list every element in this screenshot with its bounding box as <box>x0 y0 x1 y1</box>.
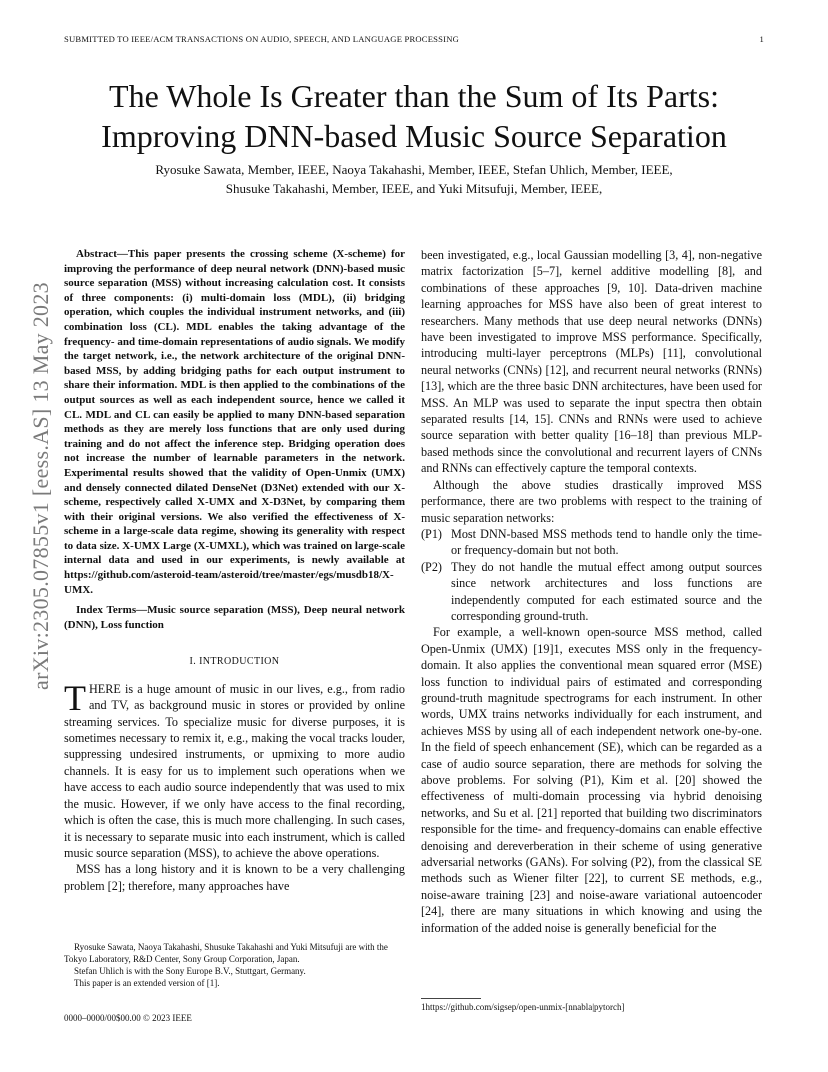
title-line-1: The Whole Is Greater than the Sum of Its Parts: <box>109 78 719 114</box>
index-terms: Index Terms—Music source separation (MSS), Deep neural network (DNN), Loss function <box>64 604 405 631</box>
authors-line-2: Shusuke Takahashi, Member, IEEE, and Yuki Mitsufuji, Member, IEEE, <box>225 181 603 196</box>
right-column <box>421 247 762 936</box>
title-line-2: Improving DNN-based Music Source Separation <box>101 118 727 154</box>
footnote-extended-version: This paper is an extended version of [1]. <box>74 978 220 988</box>
intro-paragraph-1 <box>64 677 405 861</box>
footnote-affiliation-2: Stefan Uhlich is with the Sony Europe B.V., Stuttgart, Germany. <box>74 966 306 976</box>
problem-label: (P1) <box>421 526 442 541</box>
running-title: SUBMITTED TO IEEE/ACM TRANSACTIONS ON AUDIO, SPEECH, AND LANGUAGE PROCESSING <box>64 34 460 44</box>
problem-item-p1 <box>421 526 762 559</box>
abstract: Abstract—This paper presents the crossing scheme (X-scheme) for improving the performance of deep neural network (DNN)-based music source separation (MSS) without increasing calculation cost. It consists of three components: (i) multi-domain loss (MDL), (ii) bridging operation, which couples the individual instrument networks, and (iii) combination loss (CL). MDL enables the taking advantage of the frequency- and time-domain representations of audio signals. We modify the target network, i.e., the network architecture of the original DNN-based MSS, by adding bridging paths for each output instrument to share their information. MDL is then applied to the combinations of the output sources as well as each independent source, hence we called it CL. MDL and CL can easily be applied to many DNN-based separation methods as they are merely loss functions that are only used during training and do not affect the inference step. Bridging operation does not increase the number of learnable parameters in the network. Experimental results showed that the validity of Open-Unmix (UMX) and densely connected dilated DenseNet (D3Net) extended with our X-scheme, respectively called X-UMX and X-D3Net, by comparing them with their original versions. We also verified the effectiveness of X-scheme in a large-scale data regime, showing its generality with respect to data size. X-UMX Large (X-UMXL), which was trained on large-scale internal data and used in our experiments, is newly available at https://github.com/asteroid-team/asteroid/tree/master/egs/musdb18/X-UMX. <box>64 248 405 596</box>
problem-item-p2 <box>421 559 762 625</box>
authors-line-1: Ryosuke Sawata, Member, IEEE, Naoya Takahashi, Member, IEEE, Stefan Uhlich, Member, IEEE, <box>155 162 673 177</box>
intro-paragraph-1-text: HERE is a huge amount of music in our lives, e.g., from radio and TV, as background music in stores or provided by online streaming services. To specialize music for diverse purposes, it is sometimes necessary to remix it, e.g., making the vocal tracks louder, suppressing undesired instruments, or upmixing to more audio channels. It is easy for us to implement such operations when we have access to each audio source independently that was used to mix the music. However, if we only have access to the final recording, which is often the case, this is much more challenging. In such cases, it is necessary to separate music into each instrument, which is called music source separation (MSS), to achieve the above operations. <box>64 681 405 860</box>
intro-paragraph-2: MSS has a long history and it is known to be a very challenging problem [2]; therefore, many approaches have <box>64 862 405 893</box>
problem-text: Most DNN-based MSS methods tend to handle only the time- or frequency-domain but not both. <box>451 526 762 558</box>
footnote-rule <box>421 998 481 999</box>
problem-text: They do not handle the mutual effect among output sources since network architectures and loss functions are independently computed for each estimated source and the corresponding ground-truth. <box>451 559 762 623</box>
left-column <box>64 247 405 894</box>
section-heading-introduction: I. INTRODUCTION <box>189 656 280 668</box>
running-header <box>64 34 764 44</box>
drop-cap: T <box>64 677 86 718</box>
right-paragraph-1: been investigated, e.g., local Gaussian modelling [3, 4], non-negative matrix factorization [5–7], kernel additive modelling [8], and combinations of these approaches [9, 10]. Data-driven machine learning approaches for MSS have also been of great interest to researchers. Many methods that use deep neural networks (DNNs) have been investigated to improve MSS performance. Specifically, introducing multi-layer perceptrons (MLPs) [11], convolutional neural networks (CNNs) [12], and recurrent neural networks (RNNs) [13], which are the three basic DNN architectures, have been used for MSS. An MLP was used to separate the input spectra then obtain separated results [14, 15]. CNNs and RNNs were used to achieve source separation with better quality [16–18] than previous MLP-based methods since the convolutional and recurrent layers of CNNs and RNNs can effectively capture the temporal contexts. <box>421 248 762 476</box>
footnote-affiliation-1: Ryosuke Sawata, Naoya Takahashi, Shusuke Takahashi and Yuki Mitsufuji are with the Tokyo Laboratory, R&D Center, Sony Group Corporation, Japan. <box>64 942 388 964</box>
paper-title <box>40 76 788 156</box>
problem-label: (P2) <box>421 559 442 574</box>
right-footnote <box>421 998 762 1012</box>
right-paragraph-3: For example, a well-known open-source MSS method, called Open-Unmix (UMX) [19]1, executes MSS only in the frequency-domain. It also applies the conventional mean squared error (MSE) loss function to individual pairs of estimated and corresponding ground-truth magnitude spectrograms for each instrument. In other words, UMX trains networks individually for each instrument, and achieves MSS by using all of each independent network one-by-one. In the field of speech enhancement (SE), which can be regarded as a case of audio source separation, there are methods for solving the above problems. For solving (P1), Kim et al. [20] showed the effectiveness of multi-domain processing via hybrid denoising networks, and Su et al. [21] reported that building two discriminators responsible for the time- and frequency-domains can enable effective denoising and dereverberation in their scheme of using generative adversarial networks (GANs). For solving (P2), from the classical SE methods such as Wiener filter [22], to current SE methods, e.g., noise-aware training [23] and noise-aware variational autoencoder [24], there are many situations in which knowing and using the information of the added noise is generally beneficial for the <box>421 625 762 935</box>
author-list <box>60 160 768 198</box>
left-footnotes <box>64 941 405 989</box>
page-number: 1 <box>759 34 764 44</box>
copyright-line: 0000–0000/00$00.00 © 2023 IEEE <box>64 1013 192 1023</box>
right-paragraph-2: Although the above studies drastically improved MSS performance, there are two problems with respect to the training of music separation networks: <box>421 477 762 525</box>
footnote-url[interactable]: 1https://github.com/sigsep/open-unmix-[nnabla|pytorch] <box>421 1002 625 1012</box>
arxiv-stamp[interactable]: arXiv:2305.07855v1 [eess.AS] 13 May 2023 <box>28 282 53 690</box>
